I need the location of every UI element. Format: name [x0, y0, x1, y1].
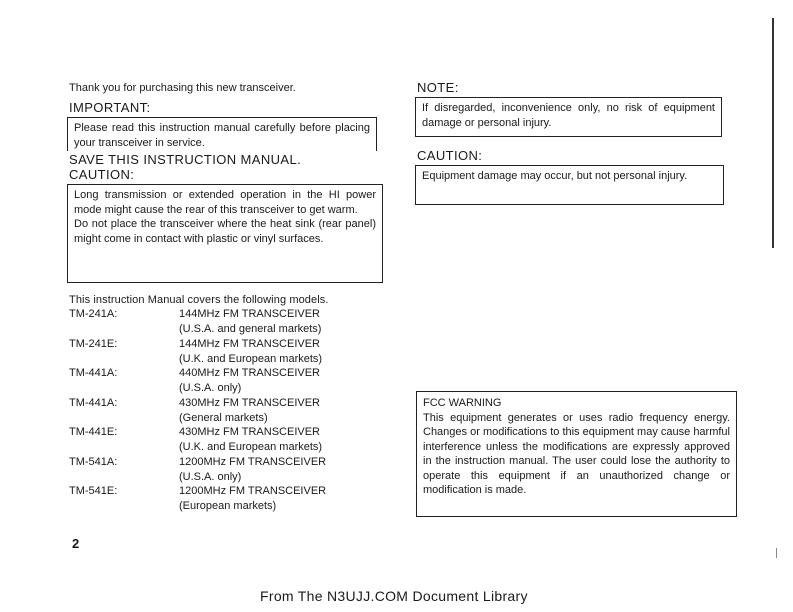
note-box [415, 97, 722, 137]
caution-right-text: Equipment damage may occur, but not personal injury. [422, 170, 688, 182]
model-name: TM-541E: [69, 485, 118, 497]
model-desc: 144MHz FM TRANSCEIVER [179, 338, 320, 350]
caution-para-1: Long transmission or extended operation in the HI power mode might cause the rear of this transceiver to get warm. [74, 189, 376, 216]
model-market: (General markets) [179, 411, 268, 424]
model-name: TM-541A: [69, 456, 118, 468]
important-text: Please read this instruction manual carefully before placing your transceiver in service. [74, 122, 370, 149]
model-name: TM-441A: [69, 367, 118, 379]
model-name: TM-241A: [69, 308, 118, 320]
model-market: (European markets) [179, 499, 277, 512]
models-intro: This instruction Manual covers the following models. [69, 294, 329, 306]
model-market: (U.K. and European markets) [179, 352, 323, 365]
page-number: 2 [72, 536, 80, 551]
model-market: (U.S.A. and general markets) [179, 322, 322, 335]
model-desc: 430MHz FM TRANSCEIVER [179, 426, 320, 438]
model-desc: 430MHz FM TRANSCEIVER [179, 397, 320, 409]
model-market: (U.S.A. only) [179, 470, 242, 483]
model-market: (U.S.A. only) [179, 381, 242, 394]
fcc-warning-box [416, 391, 737, 517]
caution-box-left [67, 184, 383, 283]
model-name: TM-441E: [69, 426, 118, 438]
page-edge-mark [776, 548, 777, 558]
note-heading: NOTE: [417, 80, 459, 95]
important-box [67, 117, 377, 151]
model-market: (U.K. and European markets) [179, 440, 323, 453]
save-manual-text: SAVE THIS INSTRUCTION MANUAL. [69, 152, 302, 167]
model-desc: 144MHz FM TRANSCEIVER [179, 308, 320, 320]
model-desc: 440MHz FM TRANSCEIVER [179, 367, 320, 379]
footer-credit: From The N3UJJ.COM Document Library [260, 588, 528, 604]
note-text: If disregarded, inconvenience only, no risk of equipment damage or personal injury. [422, 102, 715, 129]
caution-box-right [415, 165, 724, 205]
caution-heading-right: CAUTION: [417, 148, 483, 163]
model-desc: 1200MHz FM TRANSCEIVER [179, 456, 327, 468]
caution-heading-left: CAUTION: [69, 167, 135, 182]
caution-para-2: Do not place the transceiver where the heat sink (rear panel) might come in contact with plastic or vinyl surfaces. [74, 218, 376, 245]
model-name: TM-441A: [69, 397, 118, 409]
important-heading: IMPORTANT: [69, 100, 151, 115]
fcc-body: This equipment generates or uses radio frequency energy. Changes or modifications to this equipment may cause harmful interference unless the modifications are expressly approved in the instruction manual. The user could lose the authority to operate this equipment if an unauthorized change or modification is made. [423, 411, 730, 496]
page-edge-line [772, 18, 774, 248]
model-desc: 1200MHz FM TRANSCEIVER [179, 485, 327, 497]
fcc-title: FCC WARNING [423, 397, 502, 409]
intro-text: Thank you for purchasing this new transceiver. [69, 82, 296, 94]
model-name: TM-241E: [69, 338, 118, 350]
